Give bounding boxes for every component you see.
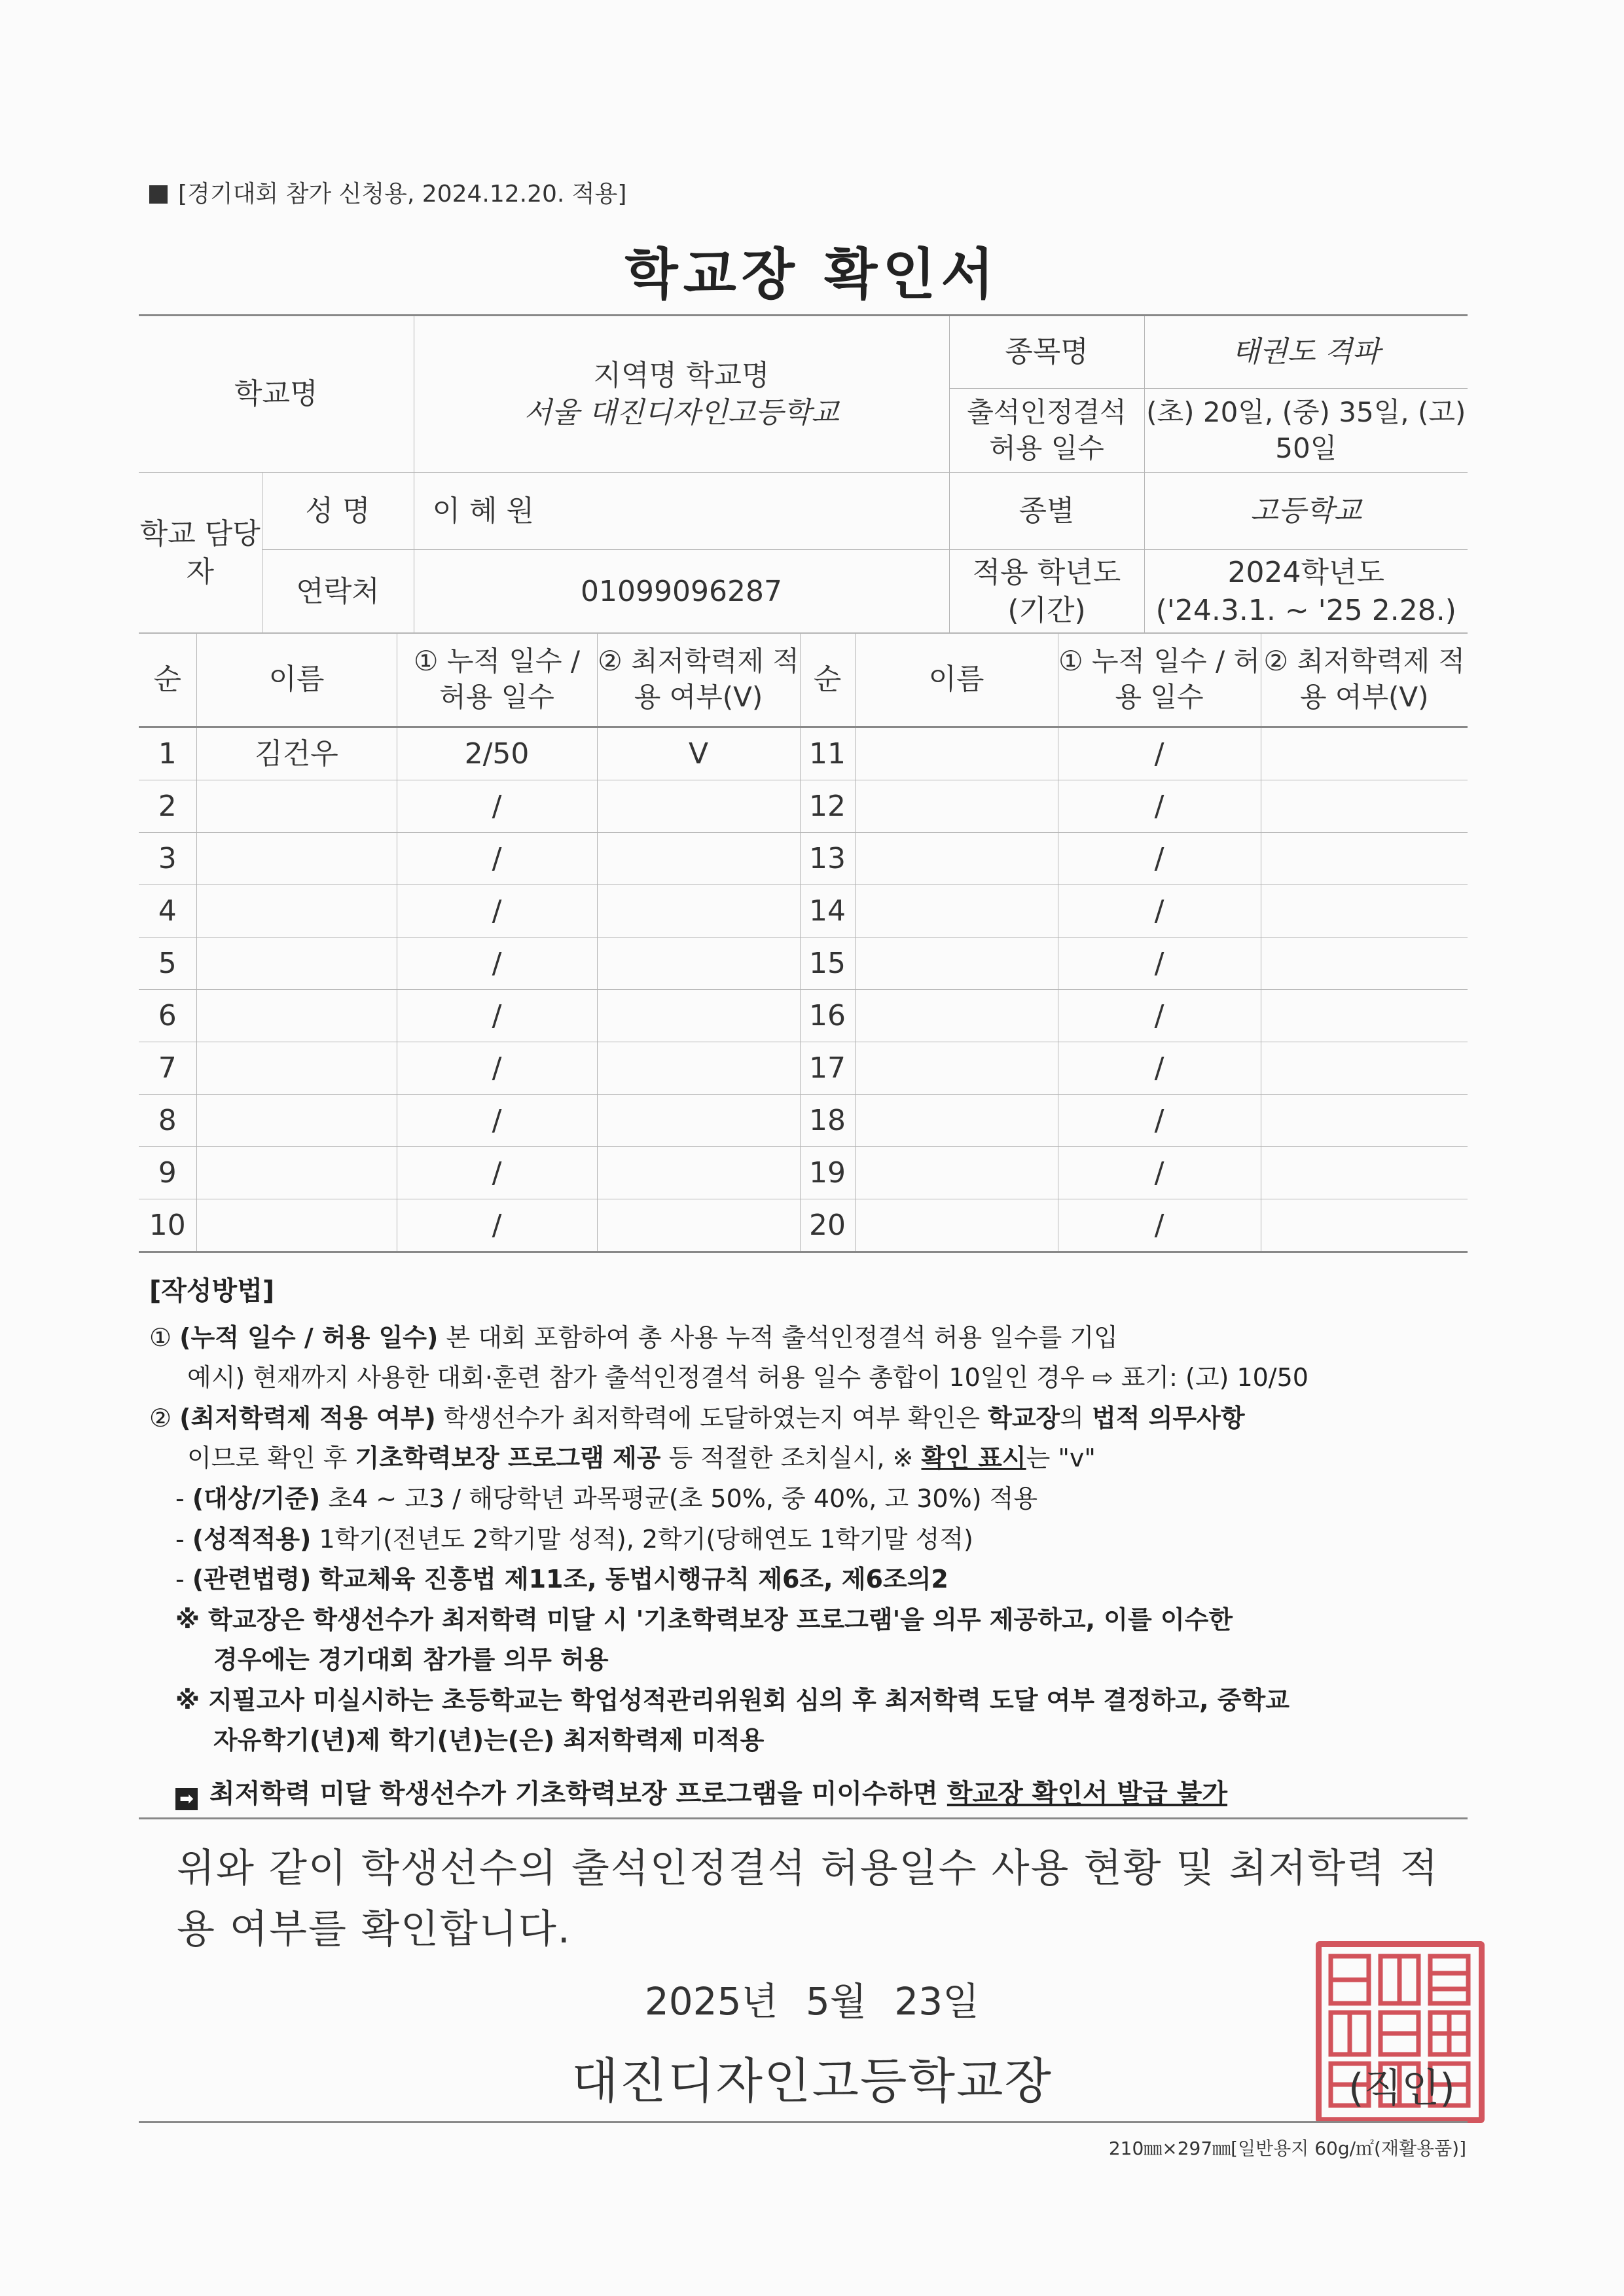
student-name-cell: 김건우 xyxy=(196,727,397,780)
person-name-label: 성 명 xyxy=(262,473,414,550)
student-name-cell xyxy=(196,1199,397,1252)
student-min-cell xyxy=(1261,1042,1468,1095)
item2-bold: (최저학력제 적용 여부) xyxy=(179,1403,436,1432)
school-info-table xyxy=(139,314,1468,634)
student-no-cell: 1 xyxy=(139,727,196,780)
item1-bold: (누적 일수 / 허용 일수) xyxy=(179,1322,439,1352)
instruction-note-1: ※ 학교장은 학생선수가 최저학력 미달 시 '기초학력보장 프로그램'을 의무 제공하고, 이를 이수한 xyxy=(175,1605,1233,1634)
item1-text: 본 대회 포함하여 총 사용 누적 출석인정결석 허용 일수를 기입 xyxy=(446,1322,1118,1352)
student-no-cell: 18 xyxy=(800,1095,855,1147)
student-days-cell: / xyxy=(1058,938,1261,990)
student-no-cell: 15 xyxy=(800,938,855,990)
year-label: 적용 학년도 (기간) xyxy=(949,550,1144,634)
student-name-cell xyxy=(855,1199,1058,1252)
form-type-note xyxy=(149,175,626,209)
school-name-value: 서울 대진디자인고등학교 xyxy=(524,396,839,429)
student-no-cell: 7 xyxy=(139,1042,196,1095)
table-row xyxy=(139,1199,1468,1252)
arrow-box-icon: ➡ xyxy=(175,1788,198,1810)
sub3-text: 학교체육 진흥법 제11조, 동법시행규칙 제6조, 제6조의2 xyxy=(319,1565,948,1594)
student-name-cell xyxy=(196,1042,397,1095)
student-name-cell xyxy=(196,833,397,885)
student-min-cell xyxy=(597,833,800,885)
student-days-cell: 2/50 xyxy=(397,727,597,780)
principal-title: 대진디자인고등학교장 xyxy=(571,2053,1053,2109)
table-row xyxy=(139,990,1468,1042)
student-name-cell xyxy=(196,885,397,938)
student-no-cell: 5 xyxy=(139,938,196,990)
header-min: ② 최저학력제 적용 여부(V) xyxy=(1261,633,1468,727)
student-name-cell xyxy=(855,1095,1058,1147)
table-row xyxy=(139,885,1468,938)
student-min-cell xyxy=(597,1147,800,1199)
page-title: 학교장 확인서 xyxy=(624,242,1000,306)
item2-bold-b: 학교장 xyxy=(988,1403,1060,1432)
instruction-sub-2: - (성적적용) 1학기(전년도 2학기말 성적), 2학기(당해연도 1학기말 성적) xyxy=(175,1524,973,1554)
instruction-notice xyxy=(149,1773,1471,1815)
student-no-cell: 4 xyxy=(139,885,196,938)
student-days-cell: / xyxy=(1058,1095,1261,1147)
student-no-cell: 6 xyxy=(139,990,196,1042)
circled-1: ① xyxy=(149,1322,172,1352)
instruction-note-1-line-2: 경우에는 경기대회 참가를 의무 허용 xyxy=(213,1645,609,1675)
student-min-cell xyxy=(1261,727,1468,780)
student-no-cell: 19 xyxy=(800,1147,855,1199)
student-no-cell: 12 xyxy=(800,780,855,833)
student-min-cell xyxy=(597,938,800,990)
instruction-item-1 xyxy=(149,1318,1471,1358)
student-name-cell xyxy=(196,1095,397,1147)
student-min-cell xyxy=(597,1199,800,1252)
item2-line2-b: 등 적절한 조치실시, ※ xyxy=(668,1444,914,1473)
student-days-cell: / xyxy=(397,990,597,1042)
student-name-cell xyxy=(855,727,1058,780)
student-days-cell: / xyxy=(397,938,597,990)
header-min: ② 최저학력제 적용 여부(V) xyxy=(597,633,800,727)
instruction-sub-3: - (관련법령) 학교체육 진흥법 제11조, 동법시행규칙 제6조, 제6조의2 xyxy=(175,1565,948,1594)
school-name-cell xyxy=(414,316,949,473)
table-row xyxy=(139,727,1468,780)
year-cell xyxy=(1144,550,1468,634)
school-region-label: 지역명 학교명 xyxy=(593,358,770,392)
student-min-cell xyxy=(1261,938,1468,990)
student-name-cell xyxy=(855,1042,1058,1095)
student-name-cell xyxy=(196,938,397,990)
student-no-cell: 11 xyxy=(800,727,855,780)
sport-label: 종목명 xyxy=(949,316,1144,389)
instruction-sub-1: - (대상/기준) 초4 ~ 고3 / 해당학년 과목평균(초 50%, 중 40%, 고 30%) 적용 xyxy=(175,1484,1038,1513)
student-days-cell: / xyxy=(397,885,597,938)
instructions-heading: [작성방법] xyxy=(149,1276,275,1306)
students-header-row xyxy=(139,633,1468,727)
school-name-label: 학교명 xyxy=(139,316,414,473)
student-name-cell xyxy=(196,1147,397,1199)
student-min-cell xyxy=(1261,990,1468,1042)
item2-line2-c: 는 "v" xyxy=(1026,1444,1096,1473)
year-period: ('24.3.1. ~ '25 2.28.) xyxy=(1155,593,1456,627)
sub2-bold: (성적적용) xyxy=(192,1524,312,1554)
type-label: 종별 xyxy=(949,473,1144,550)
contact-label: 학교 담당자 xyxy=(139,473,262,634)
student-no-cell: 9 xyxy=(139,1147,196,1199)
student-min-cell xyxy=(1261,833,1468,885)
seal-label: (직인) xyxy=(1348,2066,1455,2111)
table-row xyxy=(139,1147,1468,1199)
notice-underline: 학교장 확인서 발급 불가 xyxy=(947,1778,1228,1809)
item2-line2-a: 이므로 확인 후 xyxy=(187,1444,348,1473)
header-days: ① 누적 일수 / 허용 일수 xyxy=(397,633,597,727)
student-name-cell xyxy=(196,780,397,833)
paper-spec-footer: 210㎜×297㎜[일반용지 60g/㎡(재활용품)] xyxy=(1108,2138,1466,2159)
item2-line2-underline: 확인 표시 xyxy=(921,1444,1026,1473)
student-days-cell: / xyxy=(397,1042,597,1095)
student-days-cell: / xyxy=(1058,833,1261,885)
student-min-cell xyxy=(597,1042,800,1095)
confirmation-statement: 위와 같이 학생선수의 출석인정결석 허용일수 사용 현황 및 최저학력 적용 여부를 확인합니다. xyxy=(177,1846,1439,1952)
instruction-item-2-line-2 xyxy=(149,1438,1471,1479)
student-days-cell: / xyxy=(1058,885,1261,938)
student-min-cell xyxy=(1261,1095,1468,1147)
circled-2: ② xyxy=(149,1403,172,1432)
attendance-value: (초) 20일, (중) 35일, (고) 50일 xyxy=(1144,389,1468,473)
table-row xyxy=(139,1042,1468,1095)
type-value: 고등학교 xyxy=(1144,473,1468,550)
student-no-cell: 2 xyxy=(139,780,196,833)
table-row xyxy=(139,938,1468,990)
student-days-cell: / xyxy=(397,1147,597,1199)
header-name: 이름 xyxy=(855,633,1058,727)
student-no-cell: 3 xyxy=(139,833,196,885)
student-days-cell: / xyxy=(1058,990,1261,1042)
bottom-rule xyxy=(139,2121,1468,2123)
student-min-cell xyxy=(1261,780,1468,833)
student-min-cell xyxy=(597,990,800,1042)
student-no-cell: 13 xyxy=(800,833,855,885)
divider-rule xyxy=(139,1817,1468,1819)
student-name-cell xyxy=(855,1147,1058,1199)
form-type-text: [경기대회 참가 신청용, 2024.12.20. 적용] xyxy=(178,181,627,208)
year-value: 2024학년도 xyxy=(1227,556,1385,590)
instruction-example: 예시) 현재까지 사용한 대회·훈련 참가 출석인정결석 허용 일수 총합이 10일인 경우 ⇨ 표기: (고) 10/50 xyxy=(187,1363,1308,1393)
student-min-cell xyxy=(1261,1199,1468,1252)
phone-value: 01099096287 xyxy=(414,550,949,634)
square-bullet-icon xyxy=(149,185,168,204)
header-days: ① 누적 일수 / 허용 일수 xyxy=(1058,633,1261,727)
student-no-cell: 8 xyxy=(139,1095,196,1147)
student-days-cell: / xyxy=(1058,1199,1261,1252)
instruction-note-2: ※ 지필고사 미실시하는 초등학교는 학업성적관리위원회 심의 후 최저학력 도달 여부 결정하고, 중학교 xyxy=(175,1685,1290,1715)
issue-date: 2025년 5월 23일 xyxy=(644,1979,980,2024)
students-table xyxy=(139,632,1468,1253)
sport-value: 태권도 격파 xyxy=(1144,316,1468,389)
student-days-cell: / xyxy=(1058,1147,1261,1199)
table-row xyxy=(139,833,1468,885)
item2-text-c: 의 xyxy=(1060,1403,1084,1432)
item2-bold-d: 법적 의무사항 xyxy=(1092,1403,1245,1432)
student-days-cell: / xyxy=(1058,780,1261,833)
student-name-cell xyxy=(855,938,1058,990)
student-min-cell xyxy=(597,885,800,938)
sub2-text: 1학기(전년도 2학기말 성적), 2학기(당해연도 1학기말 성적) xyxy=(319,1524,973,1554)
student-min-cell: V xyxy=(597,727,800,780)
student-name-cell xyxy=(855,780,1058,833)
student-name-cell xyxy=(855,990,1058,1042)
header-no: 순 xyxy=(139,633,196,727)
header-no: 순 xyxy=(800,633,855,727)
student-days-cell: / xyxy=(397,780,597,833)
student-no-cell: 16 xyxy=(800,990,855,1042)
sub1-text: 초4 ~ 고3 / 해당학년 과목평균(초 50%, 중 40%, 고 30%) 적용 xyxy=(328,1484,1038,1513)
instruction-item-2 xyxy=(149,1398,1471,1439)
student-name-cell xyxy=(855,885,1058,938)
student-min-cell xyxy=(597,780,800,833)
student-min-cell xyxy=(1261,885,1468,938)
notice-text: 최저학력 미달 학생선수가 기초학력보장 프로그램을 미이수하면 xyxy=(209,1778,938,1809)
student-min-cell xyxy=(1261,1147,1468,1199)
phone-label: 연락처 xyxy=(262,550,414,634)
student-days-cell: / xyxy=(397,1095,597,1147)
header-name: 이름 xyxy=(196,633,397,727)
student-name-cell xyxy=(855,833,1058,885)
attendance-label: 출석인정결석 허용 일수 xyxy=(949,389,1144,473)
instruction-note-2-line-2: 자유학기(년)제 학기(년)는(은) 최저학력제 미적용 xyxy=(213,1726,765,1755)
item2-text-a: 학생선수가 최저학력에 도달하였는지 여부 확인은 xyxy=(443,1403,981,1432)
student-no-cell: 17 xyxy=(800,1042,855,1095)
student-days-cell: / xyxy=(397,1199,597,1252)
table-row xyxy=(139,1095,1468,1147)
instructions xyxy=(149,1270,1471,1815)
student-no-cell: 14 xyxy=(800,885,855,938)
sub1-bold: (대상/기준) xyxy=(192,1484,321,1513)
student-no-cell: 10 xyxy=(139,1199,196,1252)
person-name-value: 이 혜 원 xyxy=(414,473,949,550)
table-row xyxy=(139,780,1468,833)
student-name-cell xyxy=(196,990,397,1042)
student-no-cell: 20 xyxy=(800,1199,855,1252)
student-days-cell: / xyxy=(1058,1042,1261,1095)
student-days-cell: / xyxy=(1058,727,1261,780)
item2-line2-bold: 기초학력보장 프로그램 제공 xyxy=(355,1444,661,1473)
student-days-cell: / xyxy=(397,833,597,885)
student-min-cell xyxy=(597,1095,800,1147)
sub3-bold: (관련법령) xyxy=(192,1565,312,1594)
